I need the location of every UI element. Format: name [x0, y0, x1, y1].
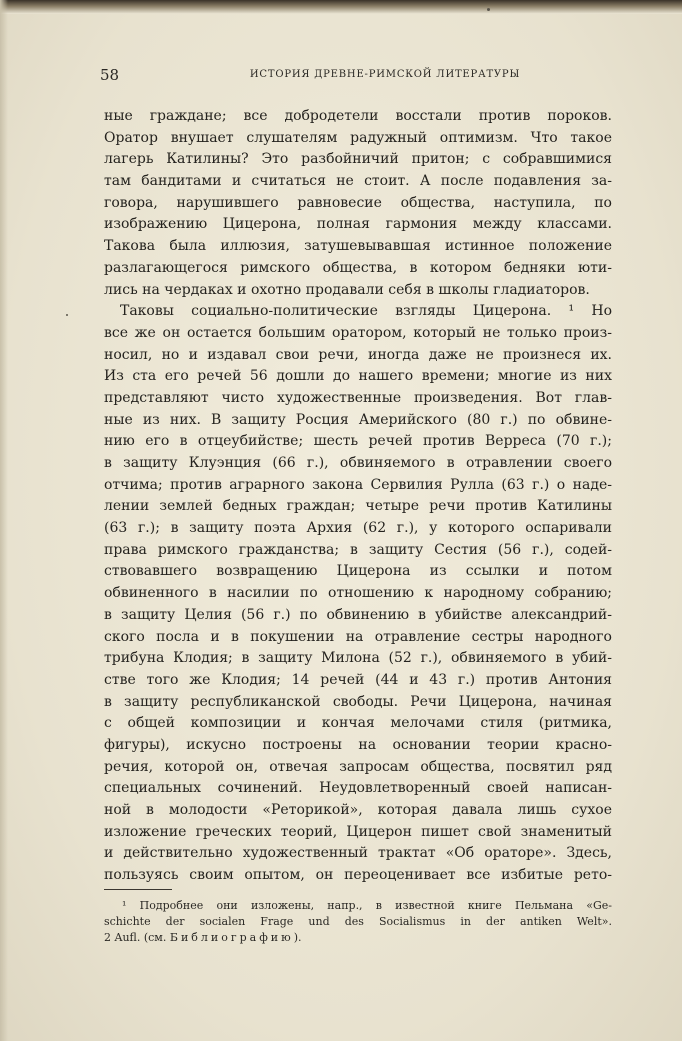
text-line: ной в молодости «Реторикой», которая давала лишь сухое — [104, 802, 612, 818]
footnote-closing: ). — [293, 931, 302, 944]
paragraph-start-line: Таковы социально-политические взгляды Цицерона. ¹ Но — [120, 303, 612, 320]
footnote-line: ¹ Подробнее они изложены, напр., в известной книге Пельмана «Ge- — [122, 899, 612, 912]
print-speck — [66, 314, 68, 316]
text-line: представляют чисто художественные произведения. Вот глав- — [104, 389, 612, 406]
text-line: ствовавшего возвращению Цицерона из ссылки и потом — [104, 563, 612, 580]
text-line: трибуна Клодия; в защиту Милона (52 г.), обвиняемого в убий- — [104, 650, 612, 667]
text-line: стве того же Клодия; 14 речей (44 и 43 г.) против Антония — [104, 671, 612, 688]
page-left-edge-shadow — [0, 0, 8, 1041]
text-line: в защиту Клуэнция (66 г.), обвиняемого в отравлении своего — [104, 455, 612, 471]
text-line: (63 г.); в защиту поэта Архия (62 г.), у которого оспаривали — [104, 520, 612, 537]
text-line: пользуясь своим опытом, он переоценивает все избитые рето- — [104, 867, 612, 884]
footnote-line: schichte der socialen Frage und des Socialismus in der antiken Welt». — [104, 915, 612, 928]
text-line: нию его в отцеубийстве; шесть речей против Верреса (70 г.); — [104, 433, 612, 450]
text-line: ского посла и в покушении на отравление сестры народного — [104, 628, 612, 645]
text-line: Такова была иллюзия, затушевывавшая истинное положение — [104, 238, 612, 255]
text-line: ные граждане; все добродетели восстали против пороков. — [104, 108, 612, 124]
text-line: ные из них. В защиту Росция Америйского (80 г.) по обвине- — [104, 411, 612, 428]
text-line: права римского гражданства; в защиту Сестия (56 г.), содей- — [104, 541, 612, 558]
text-line: лись на чердаках и охотно продавали себя в школы гладиаторов. — [104, 281, 590, 298]
footnote-edition: 2 Aufl. (см. — [104, 931, 170, 944]
text-line: с общей композиции и кончая мелочами стиля (ритмика, — [104, 715, 612, 732]
running-title: ИСТОРИЯ ДРЕВНЕ-РИМСКОЙ ЛИТЕРАТУРЫ — [249, 69, 521, 80]
text-line: лагерь Катилины? Это разбойничий притон; с собравшимися — [104, 151, 612, 168]
text-line: носил, но и издавал свои речи, иногда даже не произнеся их. — [104, 346, 612, 363]
text-line: изложение греческих теорий, Цицерон пишет свой знаменитый — [104, 823, 612, 840]
text-line: специальных сочинений. Неудовлетворенный своей написан- — [104, 780, 612, 797]
text-line: изображению Цицерона, полная гармония между классами. — [104, 216, 612, 233]
page-top-edge-shadow — [0, 0, 682, 14]
print-speck — [487, 8, 490, 11]
footnote — [104, 898, 612, 946]
text-line: речия, которой он, отвечая запросам общества, посвятил ряд — [104, 758, 612, 775]
text-line: фигуры), искусно построены на основании теории красно- — [104, 736, 612, 753]
text-line: там бандитами и считаться не стоит. А после подавления за- — [104, 173, 612, 190]
text-line: лении землей бедных граждан; четыре речи против Катилины — [104, 498, 612, 515]
text-line: все же он остается большим оратором, который не только произ- — [104, 324, 612, 341]
text-line: и действительно художественный трактат «Об ораторе». Здесь, — [104, 845, 612, 862]
text-line: отчима; против аграрного закона Сервилия Рулла (63 г.) о наде- — [104, 476, 612, 493]
footnote-line — [104, 930, 612, 946]
body-text — [104, 106, 612, 887]
text-line: разлагающегося римского общества, в котором бедняки юти- — [104, 259, 612, 276]
footnote-divider — [104, 889, 172, 890]
page-header — [100, 66, 600, 90]
text-line: говора, нарушившего равновесие общества, наступила, по — [104, 194, 612, 211]
text-line: обвиненного в насилии по отношению к народному собранию; — [104, 585, 612, 602]
text-line: Оратор внушает слушателям радужный оптимизм. Что такое — [104, 129, 612, 146]
text-line: Из ста его речей 56 дошли до нашего времени; многие из них — [104, 368, 612, 385]
page-number: 58 — [100, 66, 120, 84]
text-line: в защиту республиканской свободы. Речи Цицерона, начиная — [104, 693, 612, 710]
footnote-bibliography-ref: Библиографию — [169, 931, 294, 944]
text-line: в защиту Целия (56 г.) по обвинению в убийстве александрий- — [104, 606, 612, 623]
